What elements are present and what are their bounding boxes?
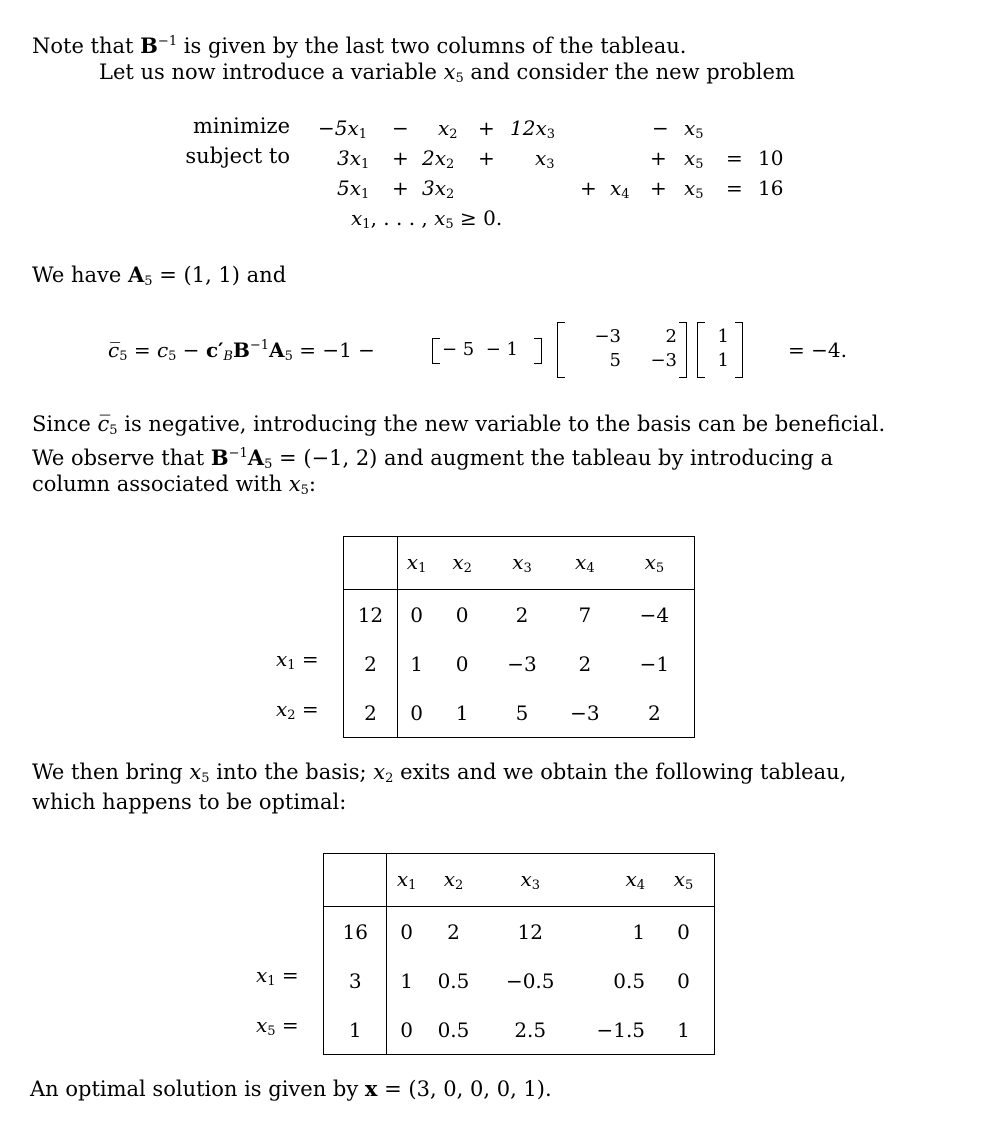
minimize-label: minimize: [193, 114, 290, 138]
row-vector-entries: − 5 − 1: [442, 339, 518, 360]
superscript: −1: [249, 338, 270, 353]
intro-line-2: [99, 57, 795, 94]
math-A: A: [128, 262, 145, 287]
c1-term-5: [684, 146, 704, 172]
term: x: [535, 146, 547, 170]
equals: =: [301, 647, 319, 671]
bracket-left: [697, 322, 705, 378]
math-cb: c′: [205, 338, 224, 362]
term: x: [684, 116, 696, 140]
math-c: c: [156, 338, 169, 362]
math-var: x: [288, 472, 301, 496]
matrix-cell: −3: [650, 350, 677, 371]
obj-term-3: [510, 116, 555, 142]
term: x: [434, 206, 446, 230]
term: −5x: [318, 116, 359, 140]
text: = (−1, 2) and augment the tableau by introducing a: [272, 446, 833, 470]
subscript: 3: [546, 127, 556, 142]
matrix-cell: 1: [717, 326, 729, 347]
tableau-cell: 0.5: [437, 1017, 470, 1042]
math-var: x: [575, 550, 587, 574]
subscript: 5: [168, 349, 177, 364]
obj-term-5: [684, 116, 704, 142]
tableau-cell: 12: [344, 590, 398, 640]
bracket-right: [534, 338, 542, 364]
matrix-row: [571, 325, 683, 349]
row-label-x2: [276, 697, 319, 723]
c2-rhs: 16: [758, 176, 784, 200]
math-var: x: [373, 760, 386, 784]
subscript: 2: [463, 561, 472, 576]
tableau-cell: 12: [517, 919, 543, 944]
tableau-cell: 0: [410, 602, 423, 627]
tableau-cell: −4: [639, 602, 670, 627]
text: is given by the last two columns of the tableau.: [177, 34, 687, 58]
subscript: 3: [546, 157, 555, 172]
header-cell: [555, 537, 615, 590]
subscript: 4: [636, 878, 646, 893]
subscript: 1: [362, 217, 371, 232]
header-cell: [426, 854, 481, 907]
text: is negative, introducing the new variable to the basis can be beneficial.: [117, 412, 886, 436]
matrix-row: [571, 349, 683, 373]
text: Note that: [32, 34, 141, 58]
header-empty-cell: [344, 537, 398, 590]
math-cbar: c̅: [97, 412, 110, 436]
math-var: x: [520, 867, 532, 891]
c1-term-2: [422, 146, 454, 172]
tableau-header-row: [344, 537, 695, 590]
matrix-b-inverse-table: [571, 325, 683, 373]
tableau-cell: 3: [324, 956, 387, 1005]
term: 2x: [422, 146, 447, 170]
tableau-2-table: [323, 853, 715, 1055]
equals: =: [281, 1013, 299, 1037]
math-var: x: [625, 867, 637, 891]
c2-op-1: +: [392, 176, 409, 200]
term: 3x: [422, 176, 447, 200]
math-var: x: [443, 867, 455, 891]
tableau-1-table: [343, 536, 695, 738]
header-cell: [435, 537, 489, 590]
subscript: 1: [361, 187, 370, 202]
since-line-3: [32, 469, 316, 506]
subscript: 5: [119, 349, 128, 364]
superscript: −1: [228, 446, 248, 461]
subscript: 5: [109, 423, 118, 438]
obj-term-1: [318, 116, 367, 142]
tableau-cell: 1: [455, 700, 469, 725]
subscript: 1: [358, 127, 368, 142]
text: ≥ 0.: [453, 206, 503, 230]
text: , . . . ,: [370, 206, 435, 230]
c2-term-1: [337, 176, 369, 202]
text: We have: [32, 263, 128, 287]
math-B: B: [140, 33, 158, 58]
then-line-2: which happens to be optimal:: [32, 790, 347, 814]
tableau-cell: 2.5: [514, 1017, 547, 1042]
subscript: 5: [695, 127, 704, 142]
tableau-row: [344, 590, 695, 640]
row-label-x5: [256, 1013, 299, 1039]
subscript: 3: [523, 561, 532, 576]
subscript: B: [223, 349, 233, 364]
tableau-cell: 1: [324, 1005, 387, 1055]
subscript: 4: [586, 561, 595, 576]
tableau-row: [324, 907, 715, 957]
subscript: 5: [695, 187, 704, 202]
tableau-cell: 2: [515, 602, 529, 627]
term: x: [438, 116, 450, 140]
tableau-cell: 7: [578, 602, 592, 627]
tableau-row: [344, 688, 695, 738]
tableau-cell: 2: [447, 919, 460, 944]
tableau-cell: 0.5: [437, 968, 470, 993]
math-B: B: [232, 338, 250, 362]
row-label-x1: [276, 647, 319, 673]
math-var: x: [452, 550, 464, 574]
subscript: 1: [408, 878, 417, 893]
tableau-cell: 0: [677, 968, 690, 993]
subscript: 5: [284, 349, 293, 364]
tableau-cell: −3: [570, 700, 600, 725]
c2-term-4: [610, 176, 630, 202]
tableau-cell: 2: [344, 688, 398, 738]
header-cell: [615, 537, 695, 590]
subscript: 1: [361, 157, 370, 172]
subscript: 5: [455, 71, 464, 86]
term: x: [684, 176, 696, 200]
tableau-cell: 0: [410, 700, 423, 725]
text: and consider the new problem: [463, 60, 795, 84]
text: = −1 −: [292, 338, 375, 362]
header-empty-cell: [324, 854, 387, 907]
matrix-row: [705, 349, 735, 373]
tableau-cell: 1: [400, 968, 414, 993]
subscript: 2: [446, 187, 455, 202]
term: 3x: [337, 146, 362, 170]
subscript: 5: [695, 157, 704, 172]
c1-op-5: +: [650, 146, 667, 170]
math-var: x: [276, 697, 288, 721]
matrix-cell: 5: [609, 350, 621, 371]
matrix-b-inverse: [557, 322, 687, 378]
tableau-cell: 1: [632, 919, 646, 944]
math-var: x: [406, 550, 419, 574]
text: :: [308, 472, 316, 496]
term: x: [351, 206, 363, 230]
equals: =: [281, 963, 299, 987]
obj-op-5: −: [652, 116, 669, 140]
tableau-cell: 0: [400, 919, 414, 944]
text: = (3, 0, 0, 0, 1).: [377, 1077, 552, 1101]
subscript: 5: [144, 274, 153, 289]
text: −: [176, 338, 206, 362]
tableau-cell: 0: [400, 1017, 414, 1042]
header-cell: [579, 854, 653, 907]
math-x: x: [364, 1076, 378, 1101]
text: Since: [32, 412, 98, 436]
term: 12x: [510, 116, 547, 140]
obj-op-2: +: [478, 116, 495, 140]
text: An optimal solution is given by: [30, 1077, 365, 1101]
tableau-cell: 1: [677, 1017, 690, 1042]
subscript: 1: [287, 658, 296, 673]
text: exits and we obtain the following tableau,: [393, 760, 847, 784]
subscript: 5: [300, 483, 309, 498]
subscript: 5: [655, 561, 665, 576]
subscript: 2: [454, 878, 464, 893]
term: x: [684, 146, 696, 170]
intro-line-1: [32, 27, 686, 61]
c2-equals: =: [726, 176, 743, 200]
matrix-row: [705, 325, 735, 349]
subscript: 1: [418, 561, 427, 576]
matrix-cell: −3: [594, 326, 621, 347]
tableau-cell: −1: [639, 651, 670, 676]
text: =: [127, 338, 157, 362]
vector-a5-table: [705, 325, 735, 373]
c2-op-5: +: [650, 176, 667, 200]
c1-term-1: [337, 146, 369, 172]
term: x: [610, 176, 622, 200]
text: into the basis;: [209, 760, 374, 784]
c1-rhs: 10: [758, 146, 784, 170]
obj-term-2: [438, 116, 458, 142]
header-cell: [481, 854, 579, 907]
final-line: [30, 1074, 552, 1104]
math-var: x: [443, 60, 456, 84]
subscript: 4: [621, 187, 630, 202]
c2-op-4: +: [580, 176, 597, 200]
reduced-cost-result: = −4.: [788, 338, 847, 362]
tableau-row: [324, 1005, 715, 1055]
term: 5x: [337, 176, 362, 200]
matrix-cell: 1: [717, 350, 729, 371]
c2-term-2: [422, 176, 454, 202]
nonnegativity: [351, 206, 502, 232]
subscript: 5: [201, 771, 210, 786]
subject-to-label: subject to: [185, 144, 290, 168]
tableau-cell: −0.5: [505, 968, 555, 993]
text: We then bring: [32, 760, 190, 784]
tableau-cell: 0: [455, 602, 469, 627]
reduced-cost-lhs: [108, 338, 375, 364]
subscript: 5: [264, 457, 273, 472]
math-B: B: [210, 445, 229, 470]
text: column associated with: [32, 472, 289, 496]
header-cell: [653, 854, 714, 907]
matrix-cell: 2: [665, 326, 677, 347]
tableau-cell: 16: [324, 907, 387, 957]
math-A: A: [247, 445, 265, 470]
bracket-left: [557, 322, 565, 378]
superscript: −1: [157, 34, 178, 49]
header-cell: [397, 537, 435, 590]
subscript: 1: [267, 974, 276, 989]
tableau-cell: 2: [578, 651, 592, 676]
tableau-cell: 0: [455, 651, 469, 676]
c1-term-3: [535, 146, 555, 172]
row-label-x1: [256, 963, 299, 989]
subscript: 2: [287, 708, 296, 723]
tableau-cell: −3: [507, 651, 537, 676]
tableau-cell: 1: [410, 651, 423, 676]
tableau-cell: −1.5: [596, 1017, 646, 1042]
math-var: x: [256, 963, 268, 987]
vector-a5: [697, 322, 743, 378]
subscript: 5: [685, 878, 694, 893]
tableau-header-row: [324, 854, 715, 907]
subscript: 5: [267, 1024, 276, 1039]
tableau-cell: 2: [648, 700, 661, 725]
text: Let us now introduce a variable: [99, 60, 444, 84]
c1-equals: =: [726, 146, 743, 170]
math-var: x: [396, 867, 409, 891]
text: = (1, 1) and: [152, 263, 287, 287]
subscript: 2: [385, 771, 394, 786]
bracket-right: [735, 322, 743, 378]
equals: =: [301, 697, 319, 721]
subscript: 2: [446, 157, 455, 172]
c1-op-2: +: [478, 146, 495, 170]
obj-op-1: −: [392, 116, 409, 140]
c1-op-1: +: [392, 146, 409, 170]
subscript: 5: [445, 217, 454, 232]
tableau-cell: 5: [515, 700, 529, 725]
math-A: A: [269, 338, 285, 362]
tableau-row: [344, 639, 695, 688]
header-cell: [489, 537, 555, 590]
math-var: x: [673, 867, 686, 891]
tableau-row: [324, 956, 715, 1005]
text: We observe that: [32, 446, 211, 470]
tableau-cell: 0: [677, 919, 690, 944]
we-have-line: [32, 260, 286, 297]
c2-term-5: [684, 176, 704, 202]
subscript: 2: [449, 127, 458, 142]
math-var: x: [644, 550, 656, 574]
tableau-cell: 0.5: [613, 968, 646, 993]
math-var: x: [256, 1013, 268, 1037]
bracket-left: [432, 338, 440, 364]
header-cell: [387, 854, 426, 907]
tableau-cell: 2: [344, 639, 398, 688]
subscript: 3: [531, 878, 541, 893]
row-vector-cb: [432, 337, 542, 365]
math-var: x: [512, 550, 524, 574]
math-cbar: c̅: [108, 338, 120, 362]
math-var: x: [189, 760, 202, 784]
math-var: x: [276, 647, 288, 671]
